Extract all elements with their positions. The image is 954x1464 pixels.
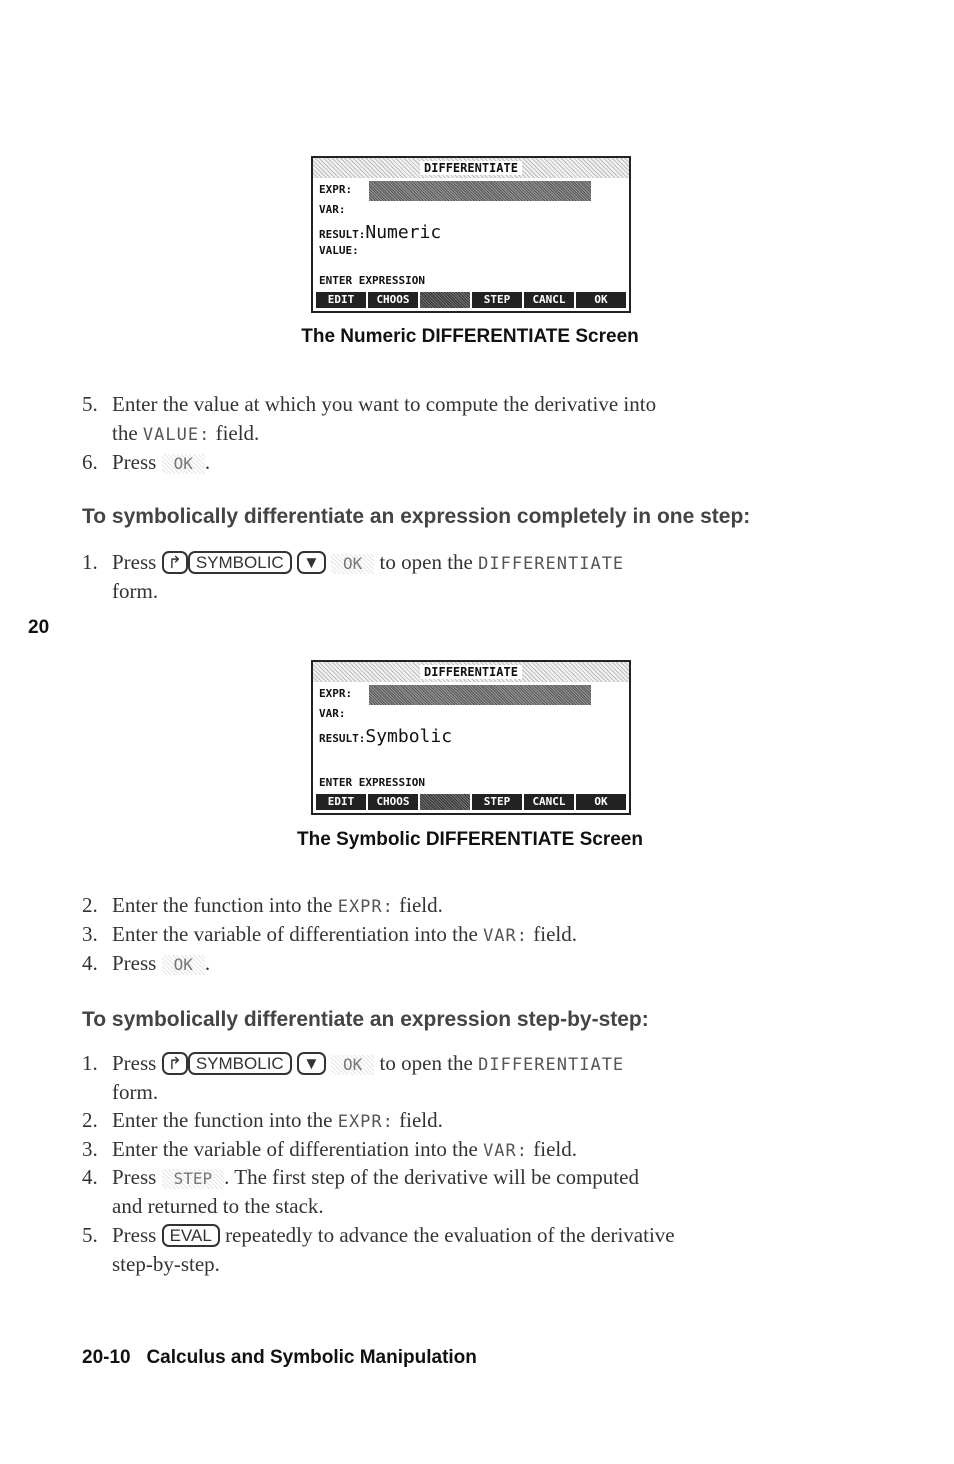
step-text: Press [112, 951, 162, 975]
expr-field-ref: EXPR: [337, 1112, 394, 1132]
step-6 [82, 448, 210, 477]
ok-softkey: OK [331, 554, 374, 574]
expr-label: EXPR: [319, 183, 353, 196]
step-number: 1. [82, 550, 98, 574]
right-shift-key-icon: ↱ [162, 1052, 188, 1075]
step-number: 3. [82, 1137, 98, 1161]
step-d5 [82, 1221, 675, 1250]
step-d2 [82, 1106, 443, 1137]
var-field-ref: VAR: [483, 1141, 529, 1161]
step-text: field. [528, 922, 577, 946]
numeric-differentiate-screen [311, 156, 631, 313]
step-softkey: STEP [162, 1169, 225, 1189]
result-label: RESULT: [319, 228, 366, 241]
step-text: Enter the variable of differentiation into the [112, 922, 484, 946]
softkey-menu [316, 794, 626, 810]
step-text: Press [112, 550, 162, 574]
menu-cancl: CANCL [524, 292, 574, 308]
step-d3 [82, 1135, 577, 1166]
screen-title: DIFFERENTIATE [420, 665, 522, 679]
step-5 [82, 390, 656, 419]
ok-softkey: OK [331, 1055, 374, 1075]
ok-softkey: OK [162, 454, 205, 474]
step-number: 6. [82, 450, 98, 474]
step-b1-cont: form. [112, 579, 159, 603]
step-text: field. [528, 1137, 577, 1161]
step-b1 [82, 548, 624, 579]
step-number: 3. [82, 922, 98, 946]
form-name: DIFFERENTIATE [478, 554, 625, 574]
step-d4 [82, 1163, 639, 1192]
chapter-title: Calculus and Symbolic Manipulation [146, 1347, 477, 1368]
step-text: Enter the variable of differentiation into the [112, 1137, 484, 1161]
step-text: Press [112, 1165, 162, 1189]
step-number: 1. [82, 1051, 98, 1075]
screen-title: DIFFERENTIATE [420, 161, 522, 175]
value-field-ref: VALUE: [142, 425, 211, 445]
step-number: 2. [82, 893, 98, 917]
screen-title-bar [313, 158, 629, 178]
var-field-ref: VAR: [483, 926, 529, 946]
chapter-tab: 20 [28, 617, 50, 638]
figure-caption-2: The Symbolic DIFFERENTIATE Screen [297, 829, 643, 850]
symbolic-key: SYMBOLIC [188, 1052, 292, 1075]
menu-choos: CHOOS [368, 794, 418, 810]
prompt-text: ENTER EXPRESSION [319, 776, 425, 789]
prompt-text: ENTER EXPRESSION [319, 274, 425, 287]
right-shift-key-icon: ↱ [162, 551, 188, 574]
step-text: field. [210, 421, 260, 445]
step-5-cont [112, 419, 259, 450]
menu-cancl: CANCL [524, 794, 574, 810]
step-text: field. [393, 893, 443, 917]
result-value: Symbolic [365, 726, 453, 747]
step-c2 [82, 891, 443, 922]
step-c3 [82, 920, 577, 951]
step-d1-cont: form. [112, 1080, 159, 1104]
step-text: Enter the value at which you want to compute the derivative into [112, 392, 657, 416]
step-d1 [82, 1049, 624, 1080]
step-number: 4. [82, 951, 98, 975]
expr-field-highlight [369, 685, 591, 705]
step-text: to open the [374, 1051, 479, 1075]
step-number: 5. [82, 1223, 98, 1247]
expr-field-ref: EXPR: [337, 897, 394, 917]
menu-edit: EDIT [316, 794, 366, 810]
menu-ok: OK [576, 794, 626, 810]
step-text: to open the [374, 550, 479, 574]
step-number: 5. [82, 392, 98, 416]
value-label: VALUE: [319, 244, 359, 257]
section-heading-step-by-step: To symbolically differentiate an expression step-by-step: [82, 1008, 649, 1031]
page-footer [82, 1347, 477, 1369]
menu-edit: EDIT [316, 292, 366, 308]
step-text: . [204, 450, 211, 474]
down-arrow-key-icon: ▼ [297, 551, 326, 574]
figure-caption-1: The Numeric DIFFERENTIATE Screen [301, 326, 639, 347]
expr-field-highlight [369, 181, 591, 201]
expr-label: EXPR: [319, 687, 353, 700]
menu-step: STEP [472, 794, 522, 810]
step-text: the [112, 421, 143, 445]
menu-ok: OK [576, 292, 626, 308]
step-text: Press [112, 450, 162, 474]
result-value: Numeric [365, 222, 442, 243]
result-row [319, 726, 452, 747]
menu-choos: CHOOS [368, 292, 418, 308]
step-text: field. [393, 1108, 443, 1132]
var-label: VAR: [319, 707, 346, 720]
step-text: . The first step of the derivative will be computed [224, 1165, 639, 1189]
page-number: 20-10 [82, 1347, 131, 1368]
step-text: Enter the function into the [112, 1108, 338, 1132]
result-label: RESULT: [319, 732, 366, 745]
menu-blank [420, 292, 470, 308]
step-text: Press [112, 1223, 162, 1247]
eval-key: EVAL [162, 1224, 220, 1247]
step-d5-cont: step-by-step. [112, 1252, 220, 1276]
step-text: Enter the function into the [112, 893, 338, 917]
symbolic-key: SYMBOLIC [188, 551, 292, 574]
section-heading-one-step: To symbolically differentiate an expression completely in one step: [82, 505, 751, 528]
down-arrow-key-icon: ▼ [297, 1052, 326, 1075]
step-number: 4. [82, 1165, 98, 1189]
step-number: 2. [82, 1108, 98, 1132]
menu-step: STEP [472, 292, 522, 308]
step-c4 [82, 949, 210, 978]
symbolic-differentiate-screen [311, 660, 631, 815]
softkey-menu [316, 292, 626, 308]
menu-blank [420, 794, 470, 810]
form-name: DIFFERENTIATE [478, 1055, 625, 1075]
step-text: . [204, 951, 211, 975]
result-row [319, 222, 441, 243]
ok-softkey: OK [162, 955, 205, 975]
screen-title-bar [313, 662, 629, 682]
step-text: Press [112, 1051, 162, 1075]
step-d4-cont: and returned to the stack. [112, 1194, 324, 1218]
var-label: VAR: [319, 203, 346, 216]
step-text: repeatedly to advance the evaluation of the derivative [219, 1223, 675, 1247]
